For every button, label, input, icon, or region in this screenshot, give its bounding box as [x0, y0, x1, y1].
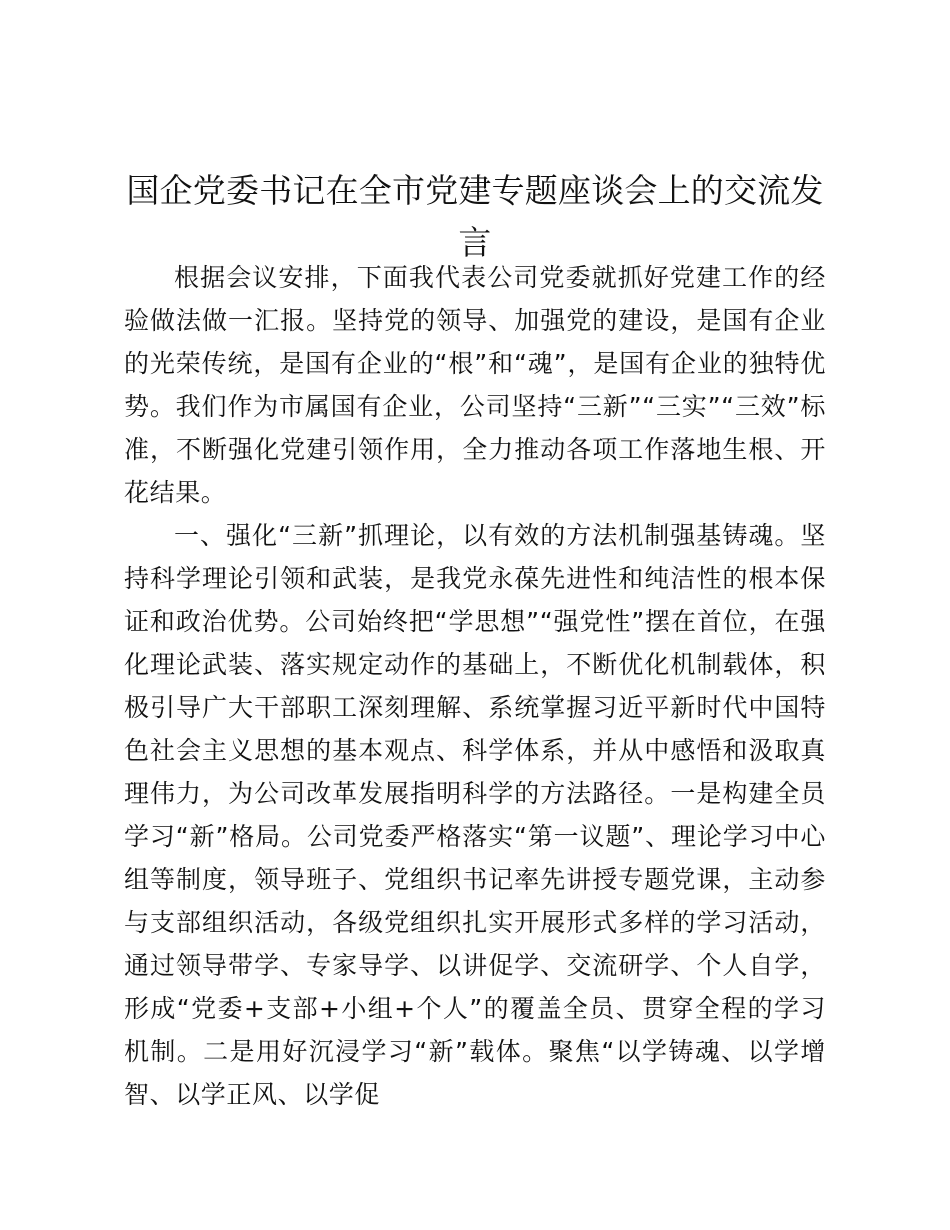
paragraph-intro: 根据会议安排，下面我代表公司党委就抓好党建工作的经验做法做一汇报。坚持党的领导、加强党的建设，是国有企业的光荣传统，是国有企业的“根”和“魂”，是国有企业的独特优势。我们作为市属国有企业，公司坚持“三新”“三实”“三效”标准，不断强化党建引领作用，全力推动各项工作落地生根、开花结果。 [124, 263, 826, 507]
document-title: 国企党委书记在全市党建专题座谈会上的交流发言 [126, 171, 824, 262]
document-body [124, 256, 826, 1116]
paragraph-section-one: 一、强化“三新”抓理论，以有效的方法机制强基铸魂。坚持科学理论引领和武装，是我党永葆先进性和纯洁性的根本保证和政治优势。公司始终把“学思想”“强党性”摆在首位，在强化理论武装、落实规定动作的基础上，不断优化机制载体，积极引导广大干部职工深刻理解、系统掌握习近平新时代中国特色社会主义思想的基本观点、科学体系，并从中感悟和汲取真理伟力，为公司改革发展指明科学的方法路径。一是构建全员学习“新”格局。公司党委严格落实“第一议题”、理论学习中心组等制度，领导班子、党组织书记率先讲授专题党课，主动参与支部组织活动，各级党组织扎实开展形式多样的学习活动，通过领导带学、专家导学、以讲促学、交流研学、个人自学，形成“党委+支部+小组+个人”的覆盖全员、贯穿全程的学习机制。二是用好沉浸学习“新”载体。聚焦“以学铸魂、以学增智、以学正风、以学促 [124, 521, 826, 1109]
